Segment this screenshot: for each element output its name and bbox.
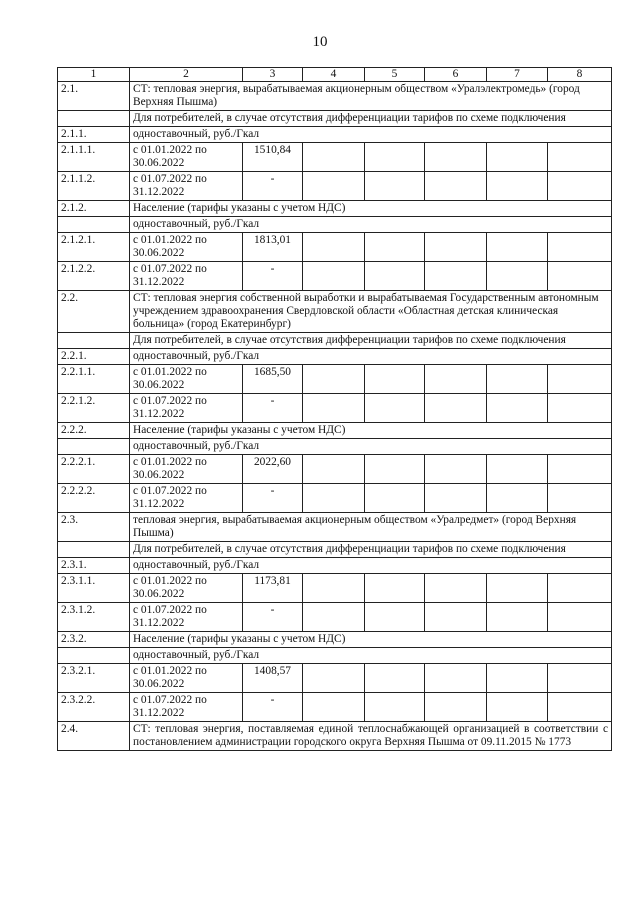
header-cell: 3 — [243, 68, 303, 82]
header-cell: 6 — [425, 68, 487, 82]
period-cell: с 01.01.2022 по 30.06.2022 — [130, 365, 243, 394]
period-cell: с 01.07.2022 по 31.12.2022 — [130, 603, 243, 632]
tariff-table — [57, 67, 612, 751]
empty-cell — [548, 664, 612, 693]
empty-cell — [548, 394, 612, 423]
tariff-value-cell: - — [243, 603, 303, 632]
empty-cell — [303, 484, 365, 513]
empty-cell — [487, 172, 548, 201]
tariff-value-cell: - — [243, 484, 303, 513]
section-description: тепловая энергия, вырабатываемая акционерным обществом «Уралредмет» (город Верхняя Пышма) — [130, 513, 612, 542]
section-description: Население (тарифы указаны с учетом НДС) — [130, 201, 612, 217]
tariff-value-cell: - — [243, 693, 303, 722]
row-number: 2.1.1.2. — [58, 172, 130, 201]
table-row — [58, 664, 612, 693]
table-section-row — [58, 217, 612, 233]
period-cell: с 01.07.2022 по 31.12.2022 — [130, 394, 243, 423]
empty-cell — [365, 365, 425, 394]
empty-cell — [487, 603, 548, 632]
empty-cell — [365, 693, 425, 722]
header-cell: 1 — [58, 68, 130, 82]
section-description: СТ: тепловая энергия, поставляемая единой теплоснабжающей организацией в соответствии с постановлением администрации городского округа Верхняя Пышма от 09.11.2015 № 1773 — [130, 722, 612, 751]
empty-cell — [487, 574, 548, 603]
row-number: 2.3.2.2. — [58, 693, 130, 722]
header-cell: 2 — [130, 68, 243, 82]
empty-cell — [365, 455, 425, 484]
empty-cell — [303, 233, 365, 262]
row-number: 2.3.1.1. — [58, 574, 130, 603]
row-number: 2.2.2. — [58, 423, 130, 439]
empty-cell — [365, 143, 425, 172]
tariff-value-cell: - — [243, 172, 303, 201]
row-number: 2.3.1. — [58, 558, 130, 574]
empty-cell — [548, 693, 612, 722]
table-section-row — [58, 722, 612, 751]
empty-cell — [487, 664, 548, 693]
empty-cell — [303, 693, 365, 722]
section-description: одноставочный, руб./Гкал — [130, 648, 612, 664]
empty-cell — [425, 664, 487, 693]
row-number: 2.1.2.1. — [58, 233, 130, 262]
empty-cell — [487, 394, 548, 423]
row-number: 2.1.1. — [58, 127, 130, 143]
row-number: 2.3.2. — [58, 632, 130, 648]
table-header-row — [58, 68, 612, 82]
section-description: одноставочный, руб./Гкал — [130, 439, 612, 455]
section-description: СТ: тепловая энергия собственной выработки и вырабатываемая Государственным автономным учреждением здравоохранения Свердловской области «Областная детская клиническая больница» (город Екатеринбург) — [130, 291, 612, 333]
table-row — [58, 603, 612, 632]
row-number: 2.2.1.2. — [58, 394, 130, 423]
tariff-value-cell: 1510,84 — [243, 143, 303, 172]
row-number: 2.3. — [58, 513, 130, 542]
empty-cell — [425, 693, 487, 722]
empty-cell — [425, 233, 487, 262]
period-cell: с 01.07.2022 по 31.12.2022 — [130, 484, 243, 513]
empty-cell — [303, 603, 365, 632]
tariff-value-cell: 1408,57 — [243, 664, 303, 693]
empty-cell — [548, 172, 612, 201]
empty-cell — [548, 365, 612, 394]
empty-cell — [365, 664, 425, 693]
row-number — [58, 217, 130, 233]
row-number: 2.2.2.2. — [58, 484, 130, 513]
empty-cell — [548, 484, 612, 513]
table-section-row — [58, 127, 612, 143]
empty-cell — [365, 233, 425, 262]
empty-cell — [365, 574, 425, 603]
period-cell: с 01.01.2022 по 30.06.2022 — [130, 143, 243, 172]
table-section-row — [58, 558, 612, 574]
row-number — [58, 542, 130, 558]
row-number: 2.1.2. — [58, 201, 130, 217]
empty-cell — [548, 233, 612, 262]
table-row — [58, 394, 612, 423]
empty-cell — [425, 394, 487, 423]
empty-cell — [303, 394, 365, 423]
row-number — [58, 111, 130, 127]
empty-cell — [365, 484, 425, 513]
empty-cell — [548, 262, 612, 291]
table-row — [58, 143, 612, 172]
section-description: одноставочный, руб./Гкал — [130, 349, 612, 365]
empty-cell — [487, 262, 548, 291]
row-number — [58, 439, 130, 455]
section-description: СТ: тепловая энергия, вырабатываемая акционерным обществом «Уралэлектромедь» (город Верхняя Пышма) — [130, 82, 612, 111]
table-section-row — [58, 513, 612, 542]
row-number — [58, 648, 130, 664]
period-cell: с 01.07.2022 по 31.12.2022 — [130, 172, 243, 201]
row-number: 2.2.1. — [58, 349, 130, 365]
table-section-row — [58, 201, 612, 217]
header-cell: 4 — [303, 68, 365, 82]
period-cell: с 01.01.2022 по 30.06.2022 — [130, 664, 243, 693]
tariff-value-cell: 2022,60 — [243, 455, 303, 484]
row-number: 2.3.2.1. — [58, 664, 130, 693]
section-description: одноставочный, руб./Гкал — [130, 127, 612, 143]
empty-cell — [425, 455, 487, 484]
row-number: 2.1. — [58, 82, 130, 111]
empty-cell — [365, 262, 425, 291]
table-row — [58, 455, 612, 484]
empty-cell — [487, 455, 548, 484]
empty-cell — [487, 484, 548, 513]
empty-cell — [425, 172, 487, 201]
tariff-value-cell: - — [243, 262, 303, 291]
table-section-row — [58, 111, 612, 127]
empty-cell — [425, 574, 487, 603]
period-cell: с 01.07.2022 по 31.12.2022 — [130, 693, 243, 722]
section-description: Для потребителей, в случае отсутствия дифференциации тарифов по схеме подключения — [130, 111, 612, 127]
row-number: 2.2. — [58, 291, 130, 333]
table-row — [58, 172, 612, 201]
empty-cell — [365, 172, 425, 201]
table-section-row — [58, 542, 612, 558]
row-number: 2.1.1.1. — [58, 143, 130, 172]
row-number: 2.2.2.1. — [58, 455, 130, 484]
tariff-value-cell: 1173,81 — [243, 574, 303, 603]
empty-cell — [303, 455, 365, 484]
page-number: 10 — [312, 34, 328, 50]
table-section-row — [58, 632, 612, 648]
empty-cell — [425, 143, 487, 172]
table-section-row — [58, 82, 612, 111]
tariff-value-cell: 1813,01 — [243, 233, 303, 262]
row-number: 2.2.1.1. — [58, 365, 130, 394]
empty-cell — [425, 484, 487, 513]
empty-cell — [303, 664, 365, 693]
tariff-value-cell: - — [243, 394, 303, 423]
table-section-row — [58, 333, 612, 349]
period-cell: с 01.01.2022 по 30.06.2022 — [130, 455, 243, 484]
table-section-row — [58, 439, 612, 455]
header-cell: 7 — [487, 68, 548, 82]
table-row — [58, 262, 612, 291]
table-section-row — [58, 423, 612, 439]
row-number: 2.1.2.2. — [58, 262, 130, 291]
period-cell: с 01.07.2022 по 31.12.2022 — [130, 262, 243, 291]
header-cell: 5 — [365, 68, 425, 82]
empty-cell — [548, 574, 612, 603]
section-description: Население (тарифы указаны с учетом НДС) — [130, 423, 612, 439]
empty-cell — [425, 603, 487, 632]
section-description: Для потребителей, в случае отсутствия дифференциации тарифов по схеме подключения — [130, 333, 612, 349]
section-description: одноставочный, руб./Гкал — [130, 217, 612, 233]
empty-cell — [487, 365, 548, 394]
period-cell: с 01.01.2022 по 30.06.2022 — [130, 574, 243, 603]
table-section-row — [58, 291, 612, 333]
empty-cell — [548, 603, 612, 632]
empty-cell — [548, 455, 612, 484]
table-row — [58, 693, 612, 722]
empty-cell — [548, 143, 612, 172]
table-row — [58, 484, 612, 513]
empty-cell — [487, 143, 548, 172]
section-description: Для потребителей, в случае отсутствия дифференциации тарифов по схеме подключения — [130, 542, 612, 558]
table-row — [58, 365, 612, 394]
table-section-row — [58, 648, 612, 664]
empty-cell — [425, 262, 487, 291]
empty-cell — [365, 603, 425, 632]
table-section-row — [58, 349, 612, 365]
period-cell: с 01.01.2022 по 30.06.2022 — [130, 233, 243, 262]
section-description: одноставочный, руб./Гкал — [130, 558, 612, 574]
empty-cell — [303, 172, 365, 201]
table-row — [58, 574, 612, 603]
empty-cell — [303, 574, 365, 603]
tariff-value-cell: 1685,50 — [243, 365, 303, 394]
empty-cell — [487, 233, 548, 262]
section-description: Население (тарифы указаны с учетом НДС) — [130, 632, 612, 648]
empty-cell — [303, 262, 365, 291]
header-cell: 8 — [548, 68, 612, 82]
empty-cell — [303, 365, 365, 394]
empty-cell — [365, 394, 425, 423]
empty-cell — [303, 143, 365, 172]
empty-cell — [487, 693, 548, 722]
table-row — [58, 233, 612, 262]
empty-cell — [425, 365, 487, 394]
row-number — [58, 333, 130, 349]
row-number: 2.3.1.2. — [58, 603, 130, 632]
row-number: 2.4. — [58, 722, 130, 751]
